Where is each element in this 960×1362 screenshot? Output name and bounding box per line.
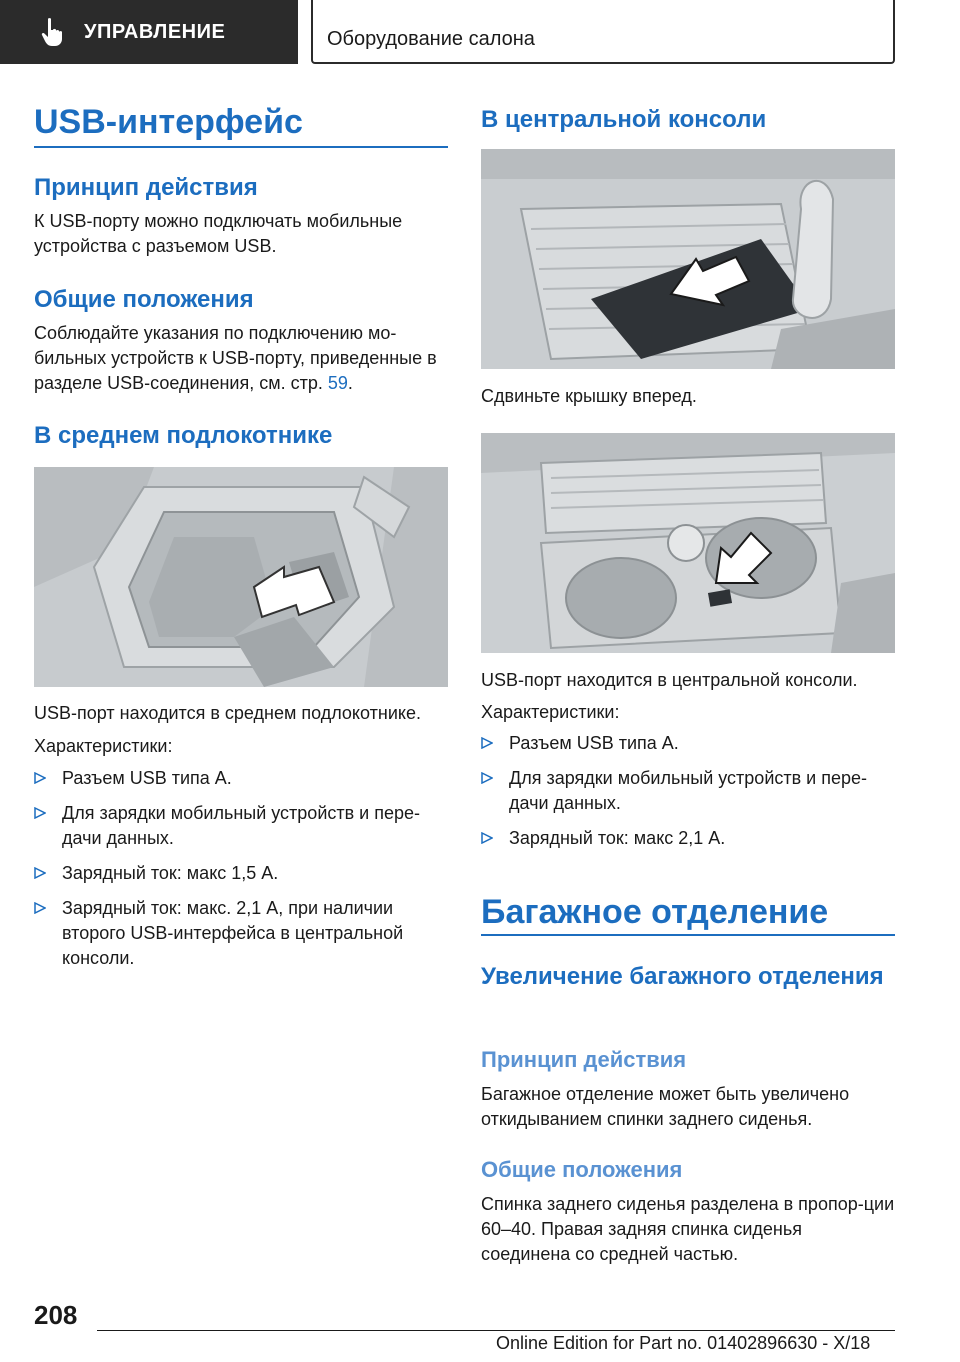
chapter-label: УПРАВЛЕНИЕ — [84, 20, 226, 43]
console-cover-photo — [481, 149, 895, 369]
armrest-caption: USB-порт находится в среднем подлокотнике. — [34, 703, 421, 723]
general-text-main: Соблюдайте указания по подключению мо-бильных устройств к USB-порту, приведенные в разделе USB-соединения, см. стр. — [34, 323, 437, 393]
triangle-right-icon — [34, 772, 46, 784]
features-list — [34, 766, 448, 981]
list-item — [481, 731, 895, 756]
chapter-tab[interactable] — [0, 0, 298, 64]
triangle-right-icon — [481, 737, 493, 749]
triangle-right-icon — [34, 902, 46, 914]
footer-rule — [97, 1330, 895, 1331]
page-number: 208 — [34, 1300, 78, 1330]
edition-text: Online Edition for Part no. 01402896630 - X/18 — [496, 1333, 871, 1353]
bullet-text: Для зарядки мобильный устройств и пере-дачи данных. — [62, 803, 421, 848]
bullet-text: Разъем USB типа A. — [62, 768, 232, 788]
trunk-general-text: Спинка заднего сиденья разделена в пропор-ции 60–40. Правая задняя спинка сиденья соединена со средней частью. — [481, 1194, 895, 1264]
console-usb-photo — [481, 433, 895, 653]
hand-pointer-icon — [40, 17, 66, 47]
console-features-list — [481, 731, 895, 861]
bullet-text: Зарядный ток: макс 2,1 A. — [509, 828, 726, 848]
principle-text: К USB-порту можно подключать мобильные устройства с разъемом USB. — [34, 211, 403, 256]
trunk-principle-text: Багажное отделение может быть увеличено откидыванием спинки заднего сиденья. — [481, 1084, 850, 1129]
trunk-principle-heading: Принцип действия — [481, 1047, 687, 1072]
list-item — [481, 826, 895, 851]
list-item — [34, 801, 448, 851]
list-item — [34, 861, 448, 886]
list-item — [481, 766, 895, 816]
console-caption: USB-порт находится в центральной консоли. — [481, 670, 858, 690]
general-text — [34, 321, 448, 396]
trunk-general-heading: Общие положения — [481, 1157, 683, 1182]
armrest-heading: В среднем подлокотнике — [34, 422, 333, 449]
triangle-right-icon — [481, 772, 493, 784]
bullet-text: Зарядный ток: макс 1,5 A. — [62, 863, 279, 883]
features-label: Характеристики: — [34, 736, 173, 756]
slide-caption: Сдвиньте крышку вперед. — [481, 386, 697, 406]
usb-title: USB-интерфейс — [34, 103, 303, 141]
section-header — [311, 0, 895, 64]
console-heading: В центральной консоли — [481, 106, 767, 133]
list-item — [34, 896, 448, 971]
general-text-end: . — [347, 373, 353, 393]
bullet-text: Для зарядки мобильный устройств и пере-дачи данных. — [509, 768, 868, 813]
section-title: Оборудование салона — [327, 28, 535, 50]
triangle-right-icon — [34, 867, 46, 879]
page-link[interactable]: 59 — [327, 373, 348, 393]
general-heading: Общие положения — [34, 286, 254, 313]
console-features-label: Характеристики: — [481, 702, 620, 722]
bullet-text: Разъем USB типа A. — [509, 733, 679, 753]
armrest-photo — [34, 467, 448, 687]
triangle-right-icon — [481, 832, 493, 844]
title-rule — [34, 146, 448, 148]
triangle-right-icon — [34, 807, 46, 819]
bullet-text: Зарядный ток: макс. 2,1 A, при наличии второго USB-интерфейса в центральной консоли. — [62, 898, 404, 968]
principle-heading: Принцип действия — [34, 174, 258, 201]
trunk-title-rule — [481, 934, 895, 936]
enlarge-heading: Увеличение багажного отделения — [481, 963, 884, 990]
list-item — [34, 766, 448, 791]
trunk-title: Багажное отделение — [481, 893, 829, 931]
